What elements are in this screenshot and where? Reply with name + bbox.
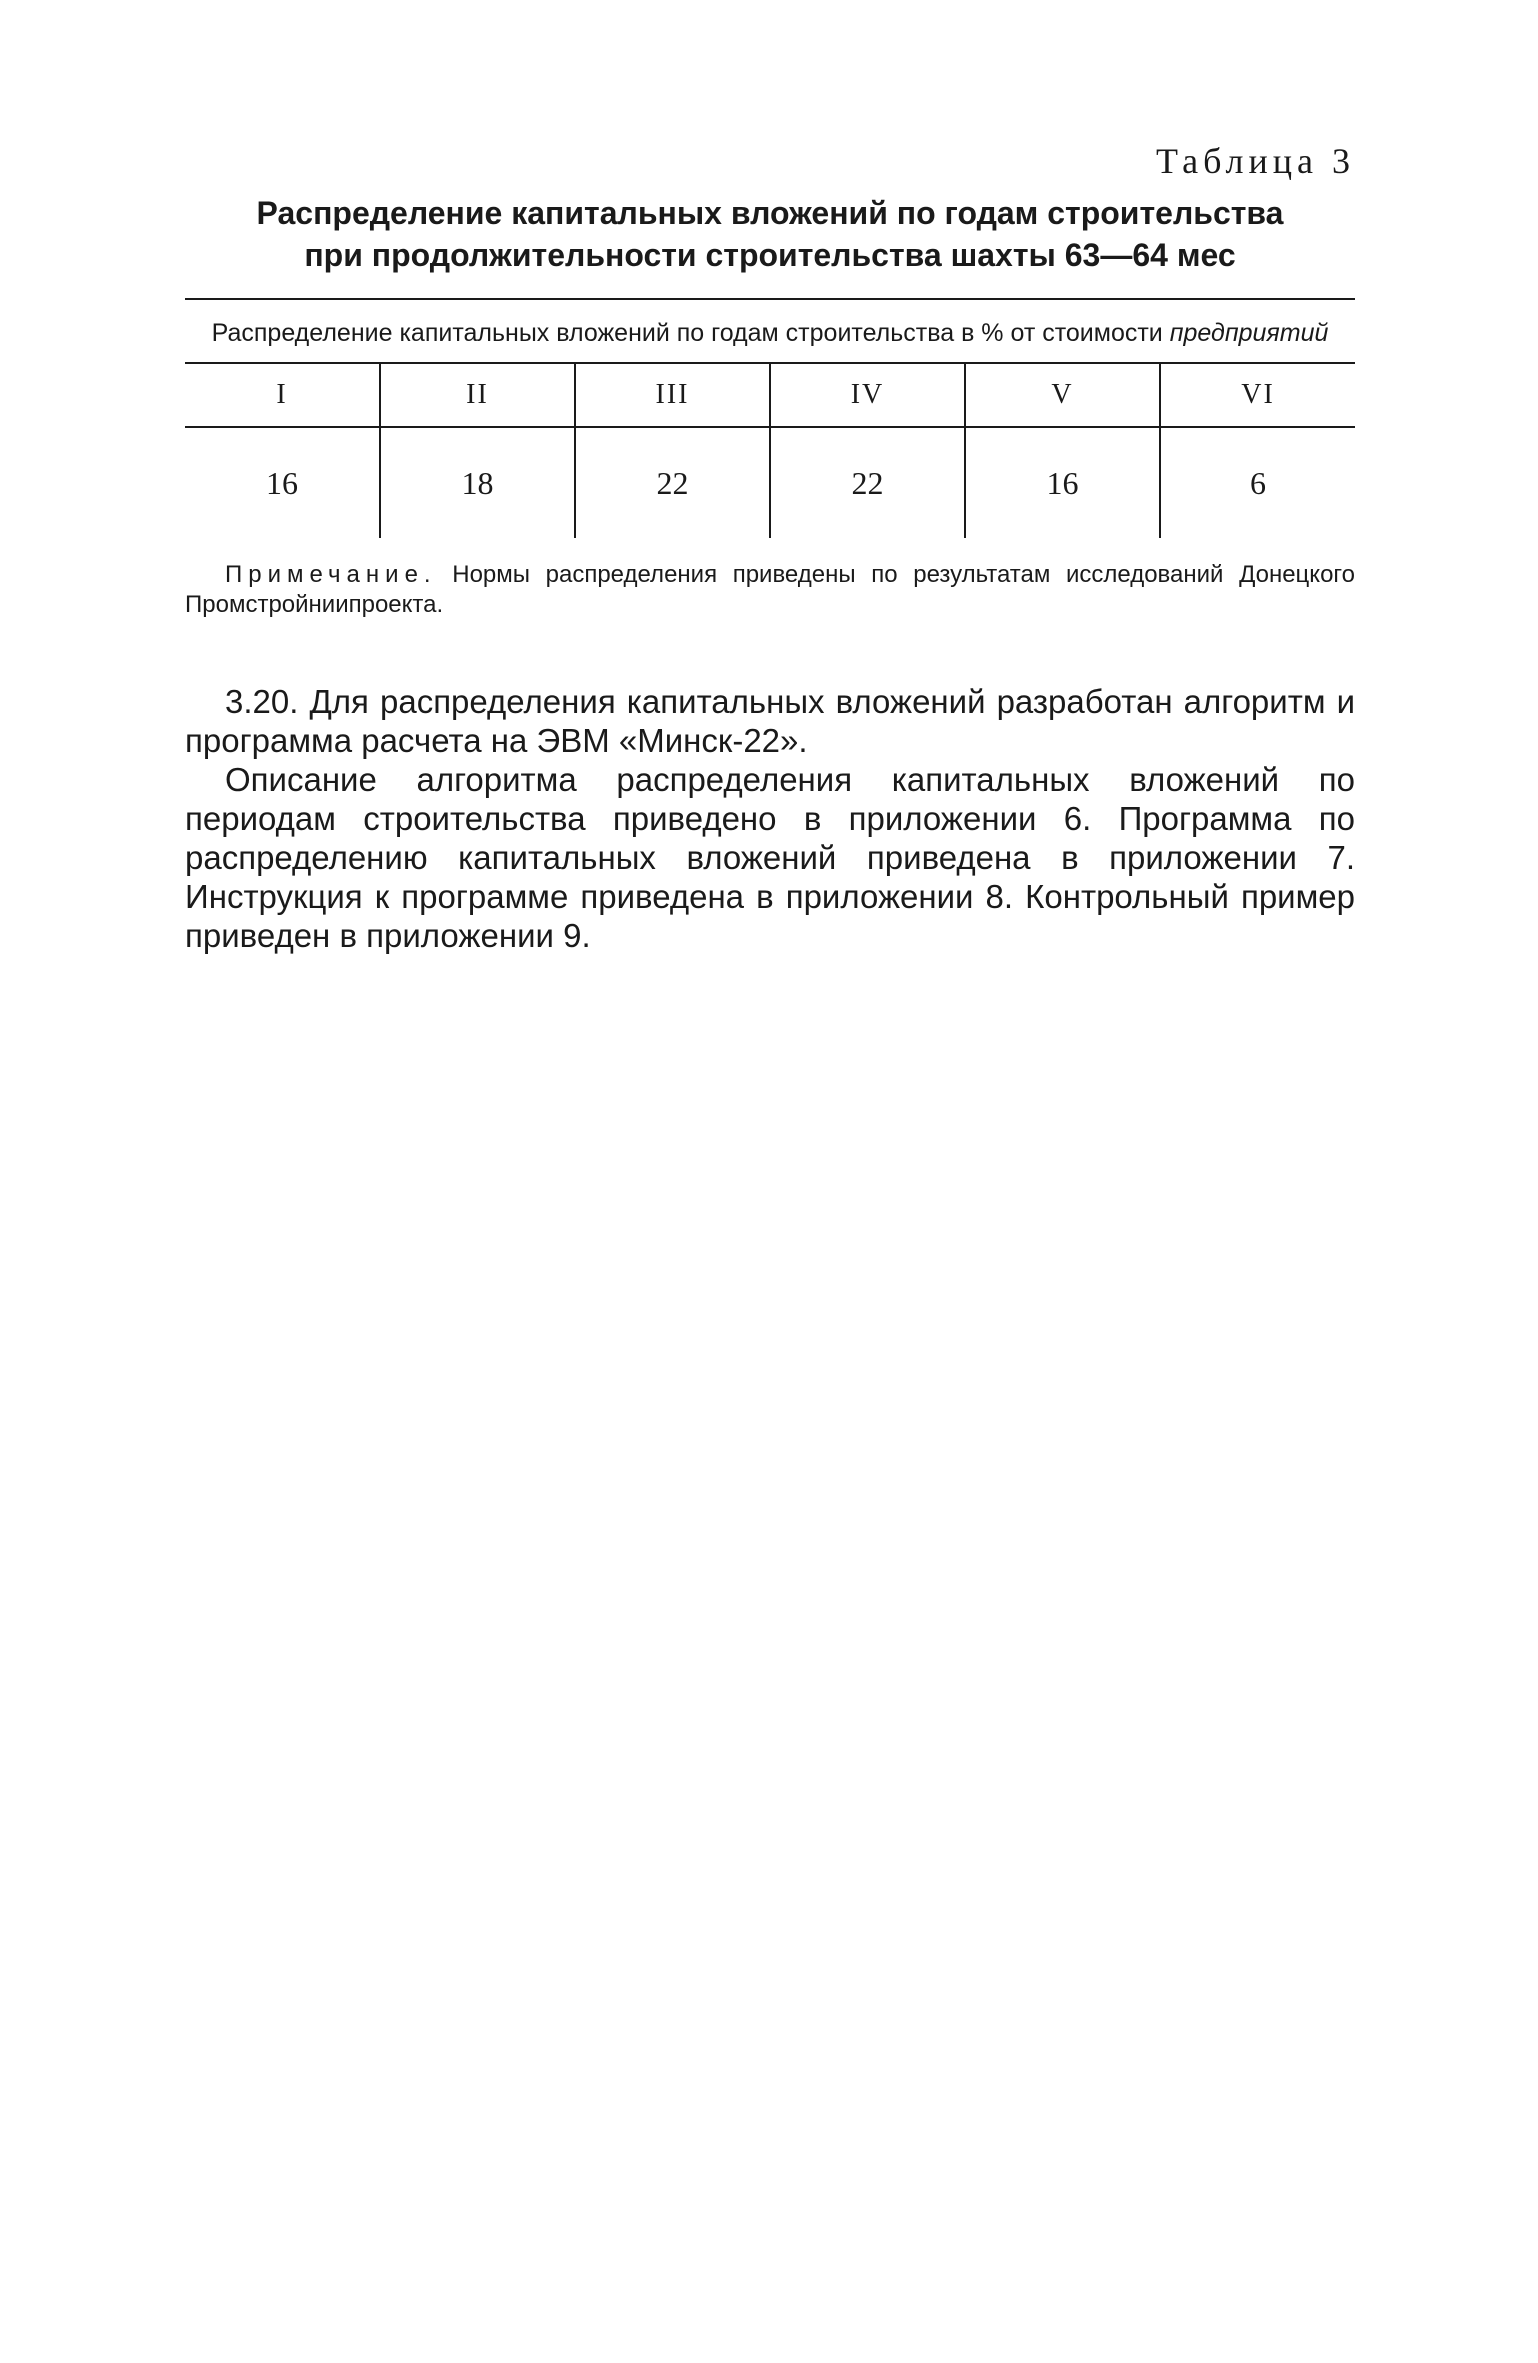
- span-header-text: Распределение капитальных вложений по годам строительства в % от стоимости: [211, 319, 1163, 347]
- table-title: [185, 192, 1355, 276]
- table-row: [185, 427, 1355, 538]
- paragraph-3-20: 3.20. Для распределения капитальных вложений разработан алгоритм и программа расчета на ЭВМ «Минск-22».: [185, 683, 1355, 759]
- paragraph-description: Описание алгоритма распределения капитальных вложений по периодам строительства приведено в приложении 6. Программа по распределению капитальных вложений приведена в приложении 7. Инструкция к программе приведена в приложении 8. Контрольный пример приведен в приложении 9.: [185, 761, 1355, 954]
- document-page: [185, 140, 1355, 955]
- table-cell: 16: [965, 427, 1160, 538]
- column-header: VI: [1160, 364, 1355, 427]
- table-span-header: [185, 300, 1355, 362]
- table-cell: 6: [1160, 427, 1355, 538]
- column-header: I: [185, 364, 380, 427]
- table-title-line-1: Распределение капитальных вложений по годам строительства: [256, 195, 1284, 231]
- table-cell: 16: [266, 464, 298, 501]
- table-number: Таблица 3: [1156, 141, 1355, 181]
- table-cell: 18: [380, 427, 575, 538]
- column-header: III: [575, 364, 770, 427]
- table-title-line-2: при продолжительности строительства шахты 63—64 мес: [304, 237, 1236, 273]
- table-cell: 22: [770, 427, 965, 538]
- note-label: Примечание.: [225, 561, 437, 588]
- column-header: IV: [770, 364, 965, 427]
- note-text: Нормы распределения приведены по результатам исследований Донецкого Промстройниипроекта.: [185, 561, 1355, 618]
- column-header: V: [965, 364, 1160, 427]
- column-header: II: [380, 364, 575, 427]
- table-cell: 22: [575, 427, 770, 538]
- span-header-italic: предприятий: [1169, 319, 1329, 347]
- table-note: [185, 560, 1355, 620]
- distribution-table: [185, 364, 1355, 538]
- table-header-row: [185, 364, 1355, 427]
